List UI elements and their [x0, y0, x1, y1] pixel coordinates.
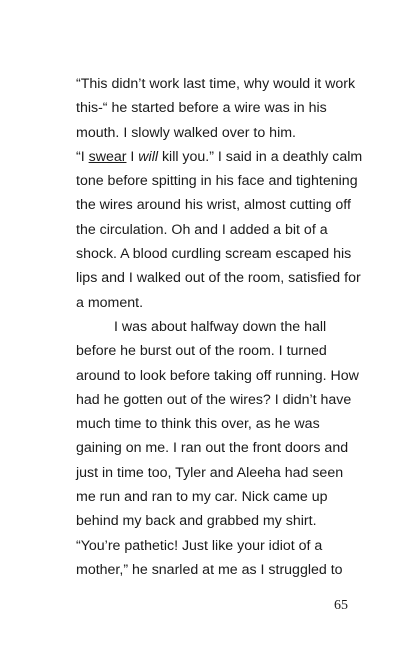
- page-number: 65: [334, 598, 348, 613]
- text-line: around to look before taking off running. How: [76, 367, 359, 384]
- text-line: “You’re pathetic! Just like your idiot of a: [76, 537, 323, 554]
- text-line: the circulation. Oh and I added a bit of a: [76, 221, 328, 238]
- text-line: the wires around his wrist, almost cutting off: [76, 197, 351, 214]
- text-line: [76, 145, 366, 169]
- text-line: a moment.: [76, 294, 144, 311]
- body-text: [76, 72, 366, 582]
- text-run: “I: [76, 148, 89, 165]
- text-line: tone before spitting in his face and tightening: [76, 173, 358, 190]
- text-line: mother,” he snarled at me as I struggled to: [76, 561, 343, 578]
- text-line: behind my back and grabbed my shirt.: [76, 513, 317, 530]
- text-run: I: [126, 148, 139, 165]
- text-line: mouth. I slowly walked over to him.: [76, 124, 296, 141]
- text-line: me run and ran to my car. Nick came up: [76, 489, 328, 506]
- paragraph-start-line: I was about halfway down the hall: [114, 318, 327, 335]
- text-line: this-“ he started before a wire was in his: [76, 100, 327, 117]
- text-line: gaining on me. I ran out the front doors and: [76, 440, 349, 457]
- text-line: “This didn’t work last time, why would it work: [76, 76, 356, 92]
- text-line: before he burst out of the room. I turned: [76, 343, 327, 360]
- text-line: just in time too, Tyler and Aleeha had seen: [76, 464, 344, 481]
- text-run: kill you.” I said in a deathly calm: [158, 148, 363, 165]
- italic-word: will: [138, 148, 158, 165]
- underlined-word: swear: [88, 148, 127, 165]
- text-line: had he gotten out of the wires? I didn’t have: [76, 391, 352, 408]
- text-line: much time to think this over, as he was: [76, 416, 320, 433]
- text-line: shock. A blood curdling scream escaped his: [76, 246, 352, 263]
- text-line: lips and I walked out of the room, satisfied for: [76, 270, 361, 287]
